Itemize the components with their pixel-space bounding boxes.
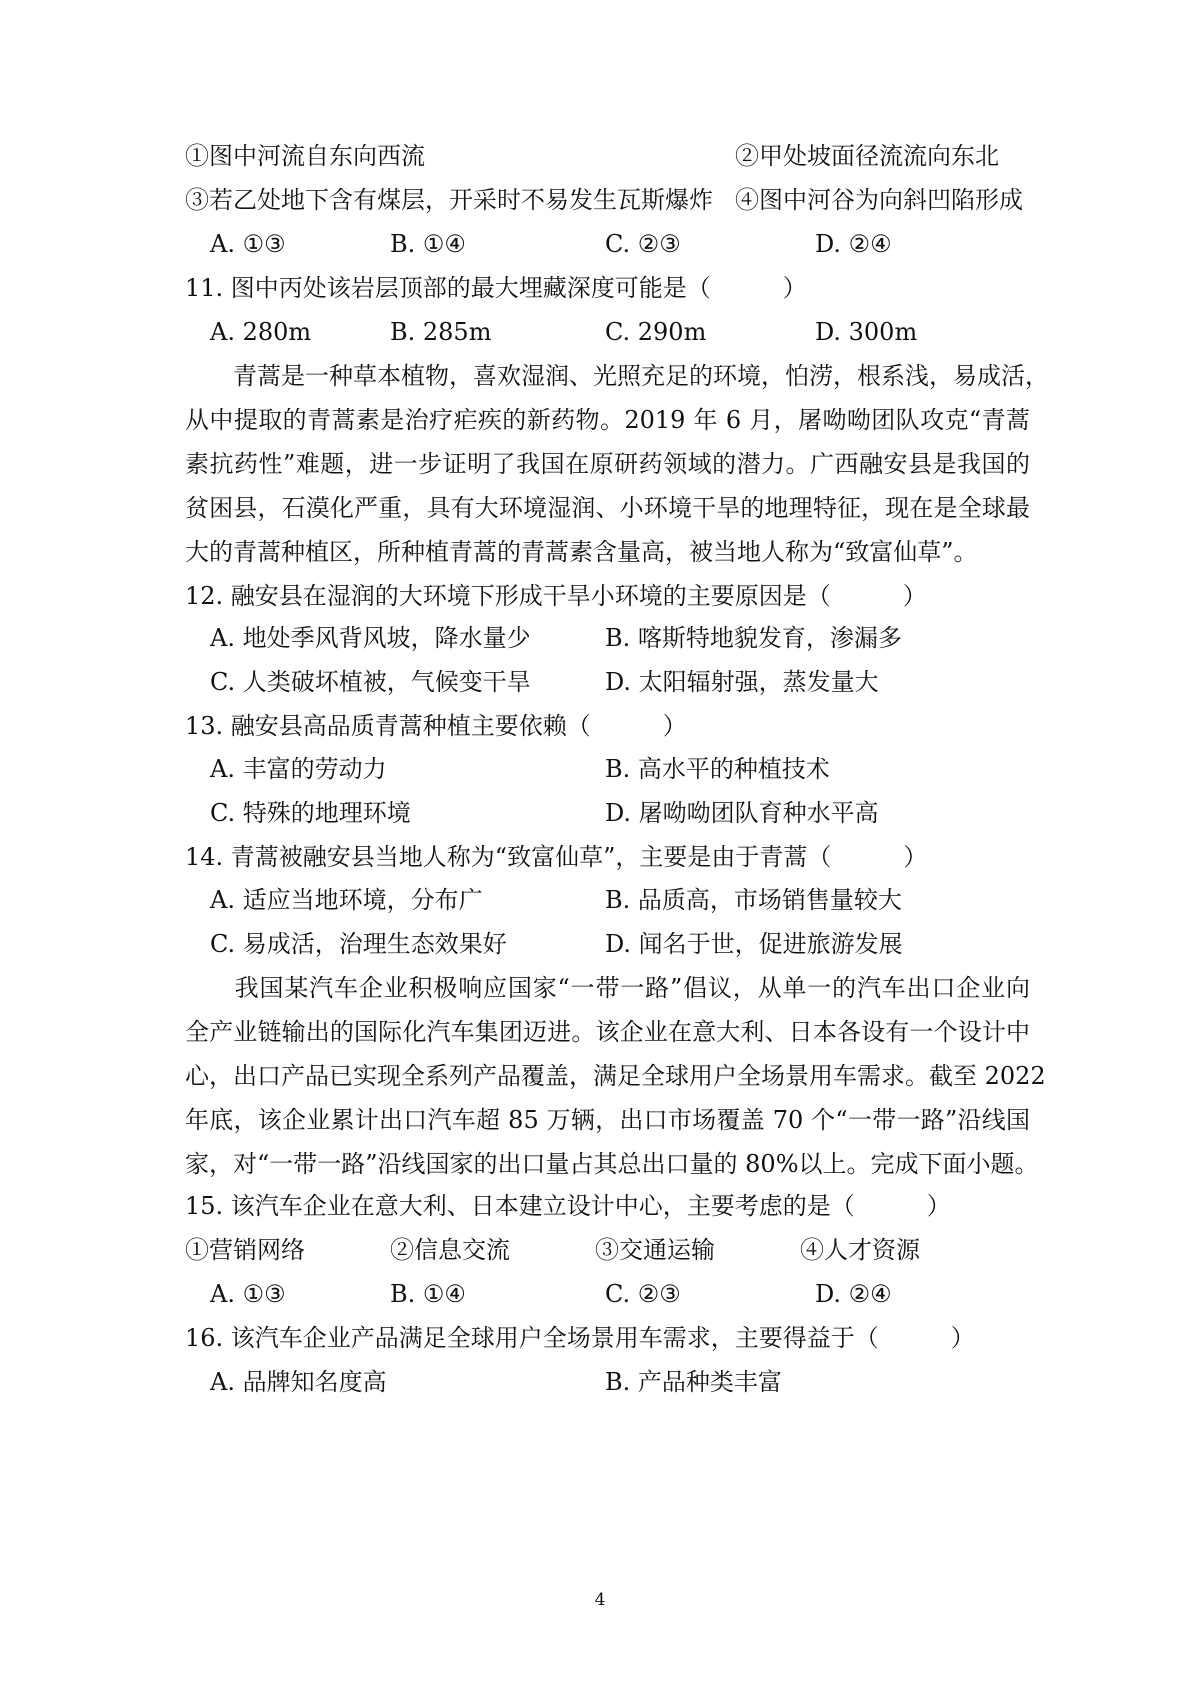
- q10-statement-4: ④图中河谷为向斜凹陷形成: [735, 186, 1023, 214]
- q13-option-c: C. 特殊的地理环境: [210, 799, 411, 827]
- q12-option-c: C. 人类破坏植被，气候变干旱: [210, 668, 531, 696]
- q15-option-b: B. ①④: [390, 1280, 466, 1308]
- q11-stem: 11. 图中丙处该岩层顶部的最大埋藏深度可能是（ ）: [185, 274, 807, 302]
- q14-option-c: C. 易成活，治理生态效果好: [210, 930, 507, 958]
- q11-option-b: B. 285m: [390, 318, 492, 346]
- passage1-line-1: 青蒿是一种草本植物，喜欢湿润、光照充足的环境，怕涝，根系浅，易成活，: [185, 362, 1049, 390]
- q15-statement-1: ①营销网络: [185, 1236, 305, 1264]
- q10-option-d: D. ②④: [815, 230, 892, 258]
- passage2-line-2: 全产业链输出的国际化汽车集团迈进。该企业在意大利、日本各设有一个设计中: [185, 1018, 1030, 1046]
- q15-statement-4: ④人才资源: [800, 1236, 920, 1264]
- q13-option-b: B. 高水平的种植技术: [605, 755, 830, 783]
- q11-option-d: D. 300m: [815, 318, 918, 346]
- q14-option-b: B. 品质高，市场销售量较大: [605, 886, 902, 914]
- q10-statement-1: ①图中河流自东向西流: [185, 142, 425, 170]
- passage2-line-1: 我国某汽车企业积极响应国家“一带一路”倡议，从单一的汽车出口企业向: [185, 974, 1030, 1002]
- q13-option-a: A. 丰富的劳动力: [210, 755, 387, 783]
- passage1-line-2: 从中提取的青蒿素是治疗疟疾的新药物。2019 年 6 月，屠呦呦团队攻克“青蒿: [185, 406, 1030, 434]
- q12-stem: 12. 融安县在湿润的大环境下形成干旱小环境的主要原因是（ ）: [185, 582, 927, 610]
- q15-stem: 15. 该汽车企业在意大利、日本建立设计中心，主要考虑的是（ ）: [185, 1192, 951, 1220]
- q10-option-c: C. ②③: [605, 230, 681, 258]
- q10-statement-2: ②甲处坡面径流流向东北: [735, 142, 999, 170]
- q10-option-a: A. ①③: [210, 230, 286, 258]
- passage2-line-3: 心，出口产品已实现全系列产品覆盖，满足全球用户全场景用车需求。截至 2022: [185, 1062, 1046, 1090]
- q11-option-a: A. 280m: [210, 318, 312, 346]
- q11-option-c: C. 290m: [605, 318, 707, 346]
- passage1-line-3: 素抗药性”难题，进一步证明了我国在原研药领域的潜力。广西融安县是我国的: [185, 450, 1030, 478]
- q16-stem: 16. 该汽车企业产品满足全球用户全场景用车需求，主要得益于（ ）: [185, 1324, 975, 1352]
- q15-statement-3: ③交通运输: [595, 1236, 715, 1264]
- q14-option-d: D. 闻名于世，促进旅游发展: [605, 930, 903, 958]
- q15-statement-2: ②信息交流: [390, 1236, 510, 1264]
- q14-option-a: A. 适应当地环境，分布广: [210, 886, 483, 914]
- q15-option-a: A. ①③: [210, 1280, 286, 1308]
- q10-statement-3: ③若乙处地下含有煤层，开采时不易发生瓦斯爆炸: [185, 186, 713, 214]
- q12-option-a: A. 地处季风背风坡，降水量少: [210, 624, 531, 652]
- passage1-line-5: 大的青蒿种植区，所种植青蒿的青蒿素含量高，被当地人称为“致富仙草”。: [185, 538, 978, 566]
- passage1-line-4: 贫困县，石漠化严重，具有大环境湿润、小环境干旱的地理特征，现在是全球最: [185, 494, 1030, 522]
- q16-option-b: B. 产品种类丰富: [605, 1368, 782, 1396]
- passage2-line-4: 年底，该企业累计出口汽车超 85 万辆，出口市场覆盖 70 个“一带一路”沿线国: [185, 1106, 1030, 1134]
- q15-option-d: D. ②④: [815, 1280, 892, 1308]
- q12-option-b: B. 喀斯特地貌发育，渗漏多: [605, 624, 902, 652]
- q16-option-a: A. 品牌知名度高: [210, 1368, 387, 1396]
- q14-stem: 14. 青蒿被融安县当地人称为“致富仙草”，主要是由于青蒿（ ）: [185, 843, 928, 871]
- q13-option-d: D. 屠呦呦团队育种水平高: [605, 799, 879, 827]
- q15-option-c: C. ②③: [605, 1280, 681, 1308]
- passage2-line-5: 家，对“一带一路”沿线国家的出口量占其总出口量的 80%以上。完成下面小题。: [185, 1150, 1039, 1178]
- q10-option-b: B. ①④: [390, 230, 466, 258]
- page-number: 4: [594, 1590, 606, 1610]
- q13-stem: 13. 融安县高品质青蒿种植主要依赖（ ）: [185, 712, 687, 740]
- q12-option-d: D. 太阳辐射强，蒸发量大: [605, 668, 879, 696]
